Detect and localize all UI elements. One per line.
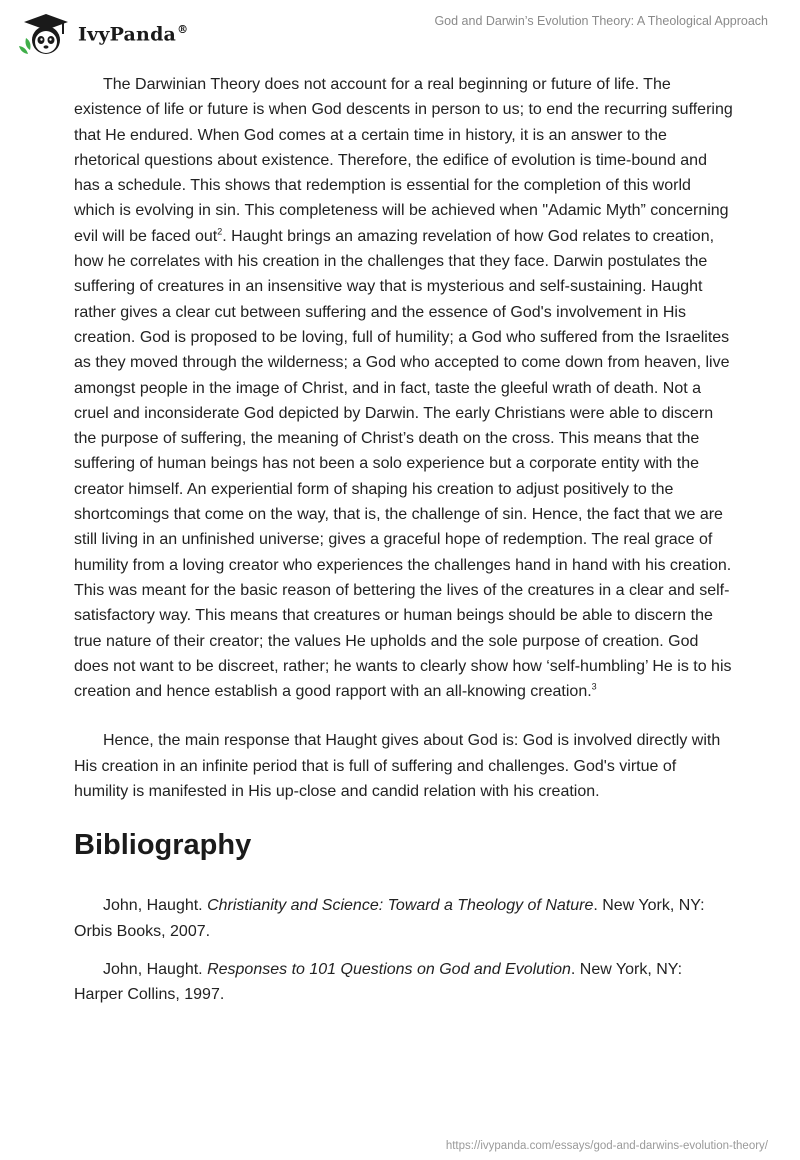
- bibliography-list: [74, 893, 734, 1007]
- paragraph-list: [74, 72, 734, 804]
- panda-logo-icon: [16, 10, 72, 58]
- footnote-marker: 3: [591, 681, 597, 692]
- source-url[interactable]: https://ivypanda.com/essays/god-and-darwins-evolution-theory/: [445, 1140, 768, 1152]
- bibliography-entry: [74, 893, 734, 944]
- entry-author: John, Haught.: [103, 960, 208, 978]
- footnote-marker: 2: [217, 226, 223, 237]
- entry-author: John, Haught.: [103, 897, 208, 915]
- paragraph-text: The Darwinian Theory does not account for a real beginning or future of life. The existence of life or future is when God descents in person to us; to end the recurring suffering that He endured. When God comes at a certain time in history, it is an answer to the rhetorical questions about existence. Therefore, the edifice of evolution is time-bound and has a schedule. This shows that redemption is essential for the completion of this world which is evolving in sin. This completeness will be achieved when "Adamic Myth” concerning evil will be faced out: [74, 76, 733, 245]
- body-paragraph: [74, 72, 734, 704]
- essay-body: [74, 72, 734, 1021]
- entry-title: Responses to 101 Questions on God and Evolution: [207, 960, 571, 978]
- body-paragraph: [74, 728, 734, 804]
- bibliography-heading: Bibliography: [74, 829, 252, 862]
- entry-title: Christianity and Science: Toward a Theology of Nature: [207, 897, 594, 915]
- paragraph-text: Hence, the main response that Haught gives about God is: God is involved directly with His creation in an infinite period that is full of suffering and challenges. God's virtue of humility is manifested in His up-close and candid relation with his creation.: [74, 732, 721, 801]
- brand-name: [78, 23, 188, 45]
- document-title: God and Darwin’s Evolution Theory: A Theological Approach: [434, 14, 768, 28]
- bibliography-entry: [74, 957, 734, 1008]
- entry-publication: . New York, NY: Harper Collins, 1997.: [74, 960, 683, 1004]
- brand-name-text: IvyPanda: [78, 23, 177, 46]
- paragraph-text: . Haught brings an amazing revelation of how God relates to creation, how he correlates with his creation in the challenges that they face. Darwin postulates the suffering of creatures in an insensitive way that is mysterious and self-sustaining. Haught rather gives a clear cut between suffering and the essence of God's involvement in His creation. God is proposed to be loving, full of humility; a God who suffered from the Israelites as they moved through the wilderness; a God who accepted to come down from heaven, live amongst people in the image of Christ, and in fact, taste the gleeful wrath of death. Not a cruel and inconsiderate God depicted by Darwin. The early Christians were able to discern the purpose of suffering, the meaning of Christ’s death on the cross. This means that the suffering of human beings has not been a solo experience but a corporate entity with the creator himself. An experiential form of shaping his creation to adjust positively to the shortcomings that come on the way, that is, the challenge of sin. Hence, the fact that we are still living in an unfinished universe; gives a graceful hope of redemption. The real grace of humility from a loving creator who experiences the challenges hand in hand with his creation. This was meant for the basic reason of bettering the lives of the creatures in a clear and self-satisfactory way. This means that creatures or human beings should be able to discern the true nature of their creator; the values He upholds and the sole purpose of creation. God does not want to be discreet, rather; he wants to clearly show how ‘self-humbling’ He is to his creation and hence establish a good rapport with an all-knowing creation.: [74, 227, 732, 701]
- site-logo[interactable]: [16, 10, 188, 58]
- registered-mark: ®: [177, 22, 189, 36]
- entry-publication: . New York, NY: Orbis Books, 2007.: [74, 897, 705, 940]
